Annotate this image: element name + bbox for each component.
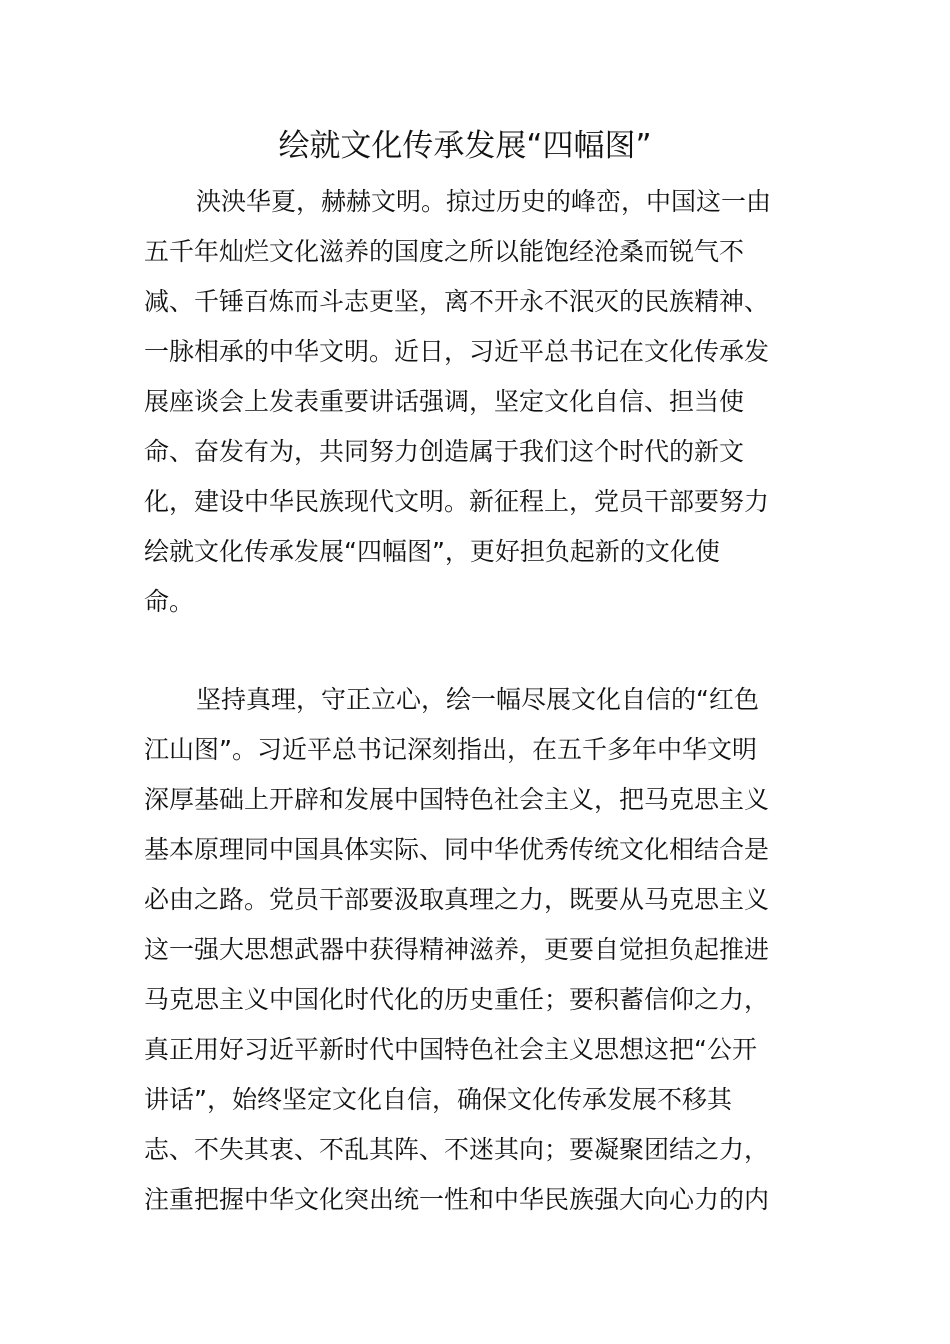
paragraph-line: 化，建设中华民族现代文明。新征程上，党员干部要努力	[144, 487, 770, 516]
paragraph-line: 坚持真理，守正立心，绘一幅尽展文化自信的“红色	[196, 685, 759, 714]
paragraph-line: 真正用好习近平新时代中国特色社会主义思想这把“公开	[144, 1035, 757, 1064]
paragraph-line: 讲话”，始终坚定文化自信，确保文化传承发展不移其	[144, 1085, 732, 1114]
paragraph-line: 志、不失其衷、不乱其阵、不迷其向；要凝聚团结之力，	[144, 1135, 770, 1164]
paragraph-line: 马克思主义中国化时代化的历史重任；要积蓄信仰之力，	[144, 985, 770, 1014]
paragraph-line: 绘就文化传承发展“四幅图”，更好担负起新的文化使	[144, 537, 720, 566]
paragraph-line: 这一强大思想武器中获得精神滋养，更要自觉担负起推进	[144, 935, 770, 964]
paragraph-line: 五千年灿烂文化滋养的国度之所以能饱经沧桑而锐气不	[144, 237, 745, 266]
paragraph-line: 减、千锤百炼而斗志更坚，离不开永不泯灭的民族精神、	[144, 287, 770, 316]
paragraph-line: 命。	[144, 587, 195, 616]
paragraph-line: 深厚基础上开辟和发展中国特色社会主义，把马克思主义	[144, 785, 770, 814]
paragraph-line: 注重把握中华文化突出统一性和中华民族强大向心力的内	[144, 1185, 770, 1214]
paragraph-line: 命、奋发有为，共同努力创造属于我们这个时代的新文	[144, 437, 745, 466]
paragraph-line: 江山图”。习近平总书记深刻指出，在五千多年中华文明	[144, 735, 757, 764]
paragraph-line: 基本原理同中国具体实际、同中华优秀传统文化相结合是	[144, 835, 770, 864]
paragraph-line: 一脉相承的中华文明。近日，习近平总书记在文化传承发	[144, 337, 770, 366]
paragraph-line: 必由之路。党员干部要汲取真理之力，既要从马克思主义	[144, 885, 770, 914]
document-title: 绘就文化传承发展“四幅图”	[278, 128, 652, 164]
paragraph-line: 泱泱华夏，赫赫文明。掠过历史的峰峦，中国这一由	[196, 187, 772, 216]
paragraph-line: 展座谈会上发表重要讲话强调，坚定文化自信、担当使	[144, 387, 745, 416]
